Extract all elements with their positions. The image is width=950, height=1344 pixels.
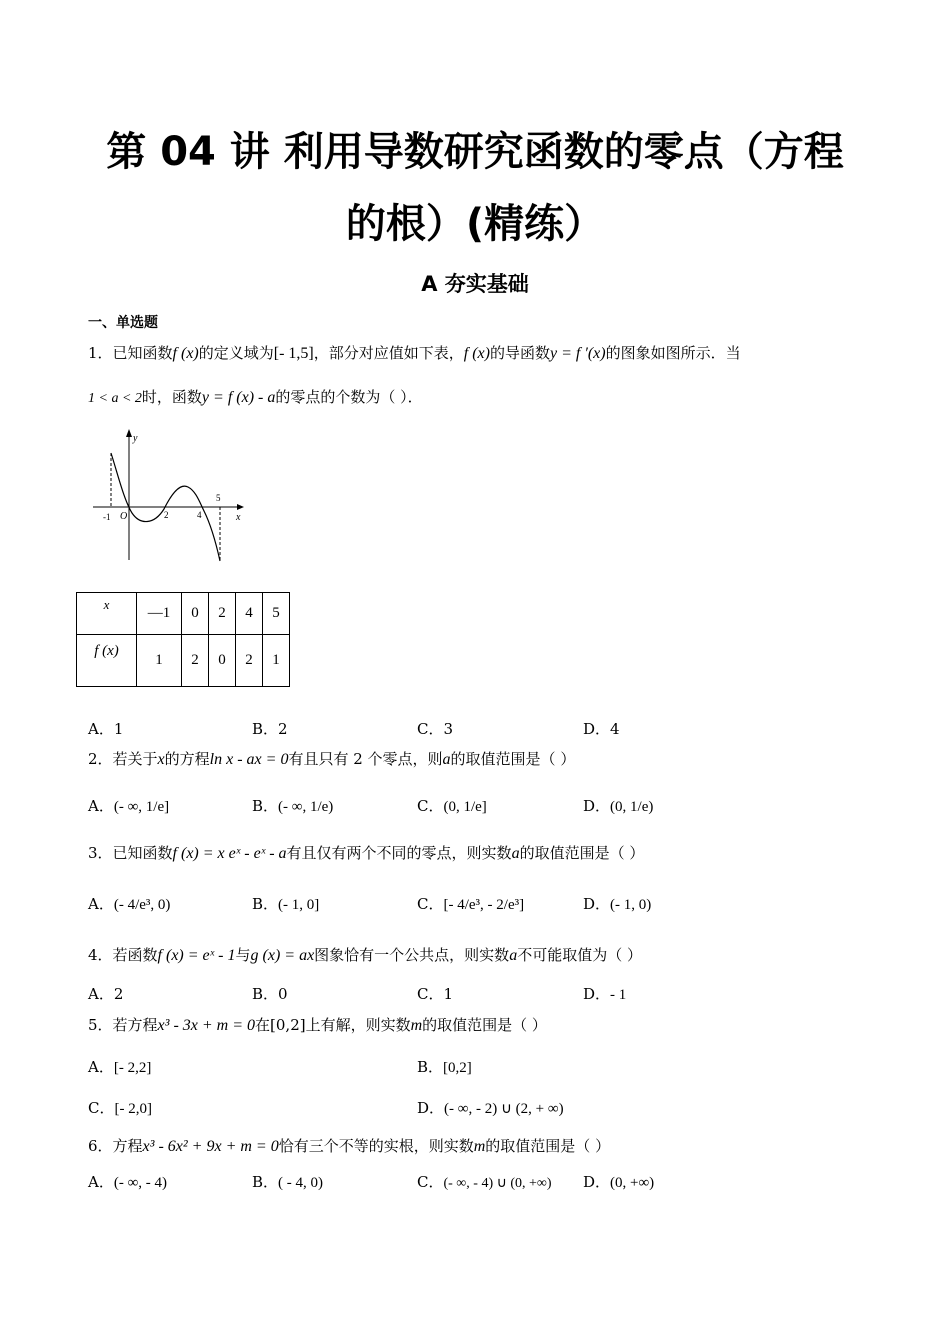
- q4-option-a[interactable]: A．2: [88, 985, 124, 1003]
- q1-option-a[interactable]: A．1: [88, 720, 124, 738]
- q3-option-a-value: (- 4/e³, 0): [113, 897, 171, 913]
- q3-option-b-label: B．: [252, 895, 279, 913]
- q6-option-d-label: D．: [583, 1173, 611, 1191]
- q5-option-b-value: [0,2]: [443, 1060, 472, 1076]
- q6-text-a: 6．方程: [88, 1137, 143, 1155]
- table-cell-f1: 2: [182, 635, 209, 687]
- q1-fx-2: f (x): [463, 345, 490, 362]
- q1-text-a: 1．已知函数: [88, 344, 173, 362]
- q3-option-a[interactable]: [88, 893, 170, 914]
- q5-option-a[interactable]: [88, 1056, 151, 1077]
- x-label: x: [236, 512, 241, 523]
- question-2: [88, 748, 575, 771]
- q6-var-m: m: [473, 1138, 486, 1155]
- q2-option-a-value: (- ∞, 1/e]: [113, 799, 170, 815]
- q5-option-d[interactable]: [417, 1097, 564, 1118]
- q6-option-c-value: (- ∞, - 4) ∪ (0, +∞): [443, 1176, 552, 1191]
- table-header-fx: f (x): [77, 635, 137, 687]
- tick-5: 5: [216, 493, 221, 503]
- q5-text-c: 的取值范围是（ ）: [422, 1016, 547, 1034]
- q1-text-b: 的定义域为: [198, 344, 274, 362]
- value-table: [76, 592, 290, 687]
- q1-text-c: ，部分对应值如下表，: [313, 344, 464, 362]
- table-cell-x0: —1: [137, 593, 182, 635]
- q3-option-a-label: A．: [88, 895, 114, 913]
- q3-option-b[interactable]: [252, 893, 319, 914]
- q5-text-b: 在[0,2]上有解，则实数: [255, 1016, 411, 1034]
- q6-option-a-value: (- ∞, - 4): [113, 1175, 168, 1191]
- q1-option-b[interactable]: B．2: [252, 720, 288, 738]
- table-cell-f0: 1: [137, 635, 182, 687]
- y-axis-arrow: [126, 429, 132, 437]
- q6-option-d-value: (0, +∞): [610, 1175, 655, 1191]
- q1-option-c[interactable]: C．3: [417, 720, 454, 738]
- q3-option-d-value: (- 1, 0): [610, 897, 652, 913]
- q5-option-d-value: (- ∞, - 2) ∪ (2, + ∞): [444, 1101, 564, 1117]
- q4-text-d: 不可能取值为（ ）: [517, 946, 642, 964]
- q4-equation-g: g (x) = ax: [250, 947, 315, 964]
- q6-option-b-value: ( - 4, 0): [278, 1175, 324, 1191]
- table-cell-x4: 5: [263, 593, 290, 635]
- q2-option-b-label: B．: [252, 797, 279, 815]
- q3-option-b-value: (- 1, 0]: [278, 897, 320, 913]
- q3-var-a: a: [511, 845, 520, 862]
- q2-option-c[interactable]: [417, 795, 487, 816]
- section-heading: 一、单选题: [88, 315, 158, 331]
- q6-option-b[interactable]: [252, 1171, 323, 1192]
- q3-text-b: 有且仅有两个不同的零点，则实数: [286, 844, 512, 862]
- page-title-line1: 第 04 讲 利用导数研究函数的零点（方程: [106, 129, 844, 175]
- q5-text-a: 5．若方程: [88, 1016, 158, 1034]
- q6-equation: x³ - 6x² + 9x + m = 0: [142, 1138, 279, 1155]
- q3-option-d-label: D．: [583, 895, 611, 913]
- derivative-graph: [88, 425, 253, 565]
- q4-option-d[interactable]: [583, 983, 626, 1004]
- question-1-line1: [88, 342, 741, 365]
- q2-option-d-value: (0, 1/e): [610, 799, 654, 815]
- q2-text-b: 的方程: [164, 750, 210, 768]
- q1-condition: 1 < a < 2: [88, 391, 142, 406]
- q4-text-c: 图象恰有一个公共点，则实数: [314, 946, 510, 964]
- q4-text-b: 与: [235, 946, 251, 964]
- q2-equation: ln x - ax = 0: [209, 751, 289, 768]
- q2-option-b-value: (- ∞, 1/e): [278, 799, 334, 815]
- question-6: [88, 1135, 610, 1158]
- tick-4: 4: [197, 510, 202, 520]
- q4-text-a: 4．若函数: [88, 946, 158, 964]
- q2-option-a[interactable]: [88, 795, 169, 816]
- q4-equation-f: f (x) = eˣ - 1: [157, 947, 236, 964]
- q6-option-c[interactable]: [417, 1171, 552, 1192]
- q2-option-c-value: (0, 1/e]: [443, 799, 487, 815]
- q5-var-m: m: [410, 1017, 423, 1034]
- q5-option-d-label: D．: [417, 1099, 445, 1117]
- q1-text-f: 时，函数: [141, 388, 202, 406]
- q1-derivative: y = f ′(x): [549, 345, 606, 362]
- q4-option-d-label: D．: [583, 985, 611, 1003]
- q3-text-a: 3．已知函数: [88, 844, 173, 862]
- q4-var-a: a: [509, 947, 518, 964]
- q2-option-d-label: D．: [583, 797, 611, 815]
- section-subtitle: A 夯实基础: [421, 272, 529, 296]
- table-cell-f3: 2: [236, 635, 263, 687]
- q5-option-a-label: A．: [88, 1058, 114, 1076]
- q3-option-c-value: [- 4/e³, - 2/e³]: [443, 897, 525, 913]
- q6-option-a[interactable]: [88, 1171, 167, 1192]
- x-axis-arrow: [237, 504, 244, 510]
- q6-text-c: 的取值范围是（ ）: [485, 1137, 611, 1155]
- q2-var-x: x: [157, 751, 165, 768]
- q2-text-d: 的取值范围是（ ）: [450, 750, 576, 768]
- q3-option-c[interactable]: [417, 893, 524, 914]
- page-title-line2: 的根）(精练）: [345, 201, 605, 247]
- table-cell-x3: 4: [236, 593, 263, 635]
- tick-neg1: -1: [103, 512, 111, 522]
- question-4: [88, 944, 642, 967]
- tick-2: 2: [164, 510, 169, 520]
- question-1-line2: [88, 386, 423, 410]
- q5-option-c-value: [- 2,0]: [114, 1101, 152, 1117]
- q1-text-d: 的导函数: [489, 344, 550, 362]
- q6-option-c-label: C．: [417, 1173, 444, 1191]
- q1-function: y = f (x) - a: [201, 389, 276, 406]
- q4-option-b[interactable]: B．0: [252, 985, 288, 1003]
- q5-option-b[interactable]: [417, 1056, 472, 1077]
- q2-var-a: a: [442, 751, 451, 768]
- table-row-fx: [77, 635, 290, 687]
- q1-text-e: 的图象如图所示．当: [605, 344, 741, 362]
- table-cell-f4: 1: [263, 635, 290, 687]
- q6-option-d[interactable]: [583, 1171, 654, 1192]
- q5-equation: x³ - 3x + m = 0: [157, 1017, 256, 1034]
- table-cell-f2: 0: [209, 635, 236, 687]
- q2-text-a: 2．若关于: [88, 750, 158, 768]
- q5-option-a-value: [- 2,2]: [113, 1060, 152, 1076]
- q1-option-d[interactable]: D．4: [583, 720, 620, 738]
- q4-option-d-value: - 1: [610, 987, 627, 1003]
- q5-option-c[interactable]: [88, 1097, 152, 1118]
- question-3: [88, 842, 644, 865]
- table-row-x: [77, 593, 290, 635]
- q3-equation: f (x) = x eˣ - eˣ - a: [172, 845, 287, 862]
- q3-text-c: 的取值范围是（ ）: [519, 844, 645, 862]
- q5-option-c-label: C．: [88, 1099, 115, 1117]
- origin-label: O: [120, 511, 128, 522]
- q1-fx: f (x): [172, 345, 199, 362]
- table-cell-x2: 2: [209, 593, 236, 635]
- q2-option-a-label: A．: [88, 797, 114, 815]
- table-cell-x1: 0: [182, 593, 209, 635]
- table-header-x: x: [77, 593, 137, 635]
- q3-option-c-label: C．: [417, 895, 444, 913]
- q2-option-d[interactable]: [583, 795, 653, 816]
- q3-option-d[interactable]: [583, 893, 651, 914]
- q4-option-c[interactable]: C．1: [417, 985, 454, 1003]
- q5-option-b-label: B．: [417, 1058, 444, 1076]
- q2-text-c: 有且只有 2 个零点，则: [288, 750, 443, 768]
- q6-option-b-label: B．: [252, 1173, 279, 1191]
- q6-option-a-label: A．: [88, 1173, 114, 1191]
- q2-option-c-label: C．: [417, 797, 444, 815]
- y-label: y: [133, 433, 138, 444]
- q2-option-b[interactable]: [252, 795, 333, 816]
- q1-text-g: 的零点的个数为（ ）．: [275, 388, 423, 406]
- question-5: [88, 1014, 547, 1037]
- q1-domain: [- 1,5]: [273, 345, 314, 362]
- q6-text-b: 恰有三个不等的实根，则实数: [278, 1137, 474, 1155]
